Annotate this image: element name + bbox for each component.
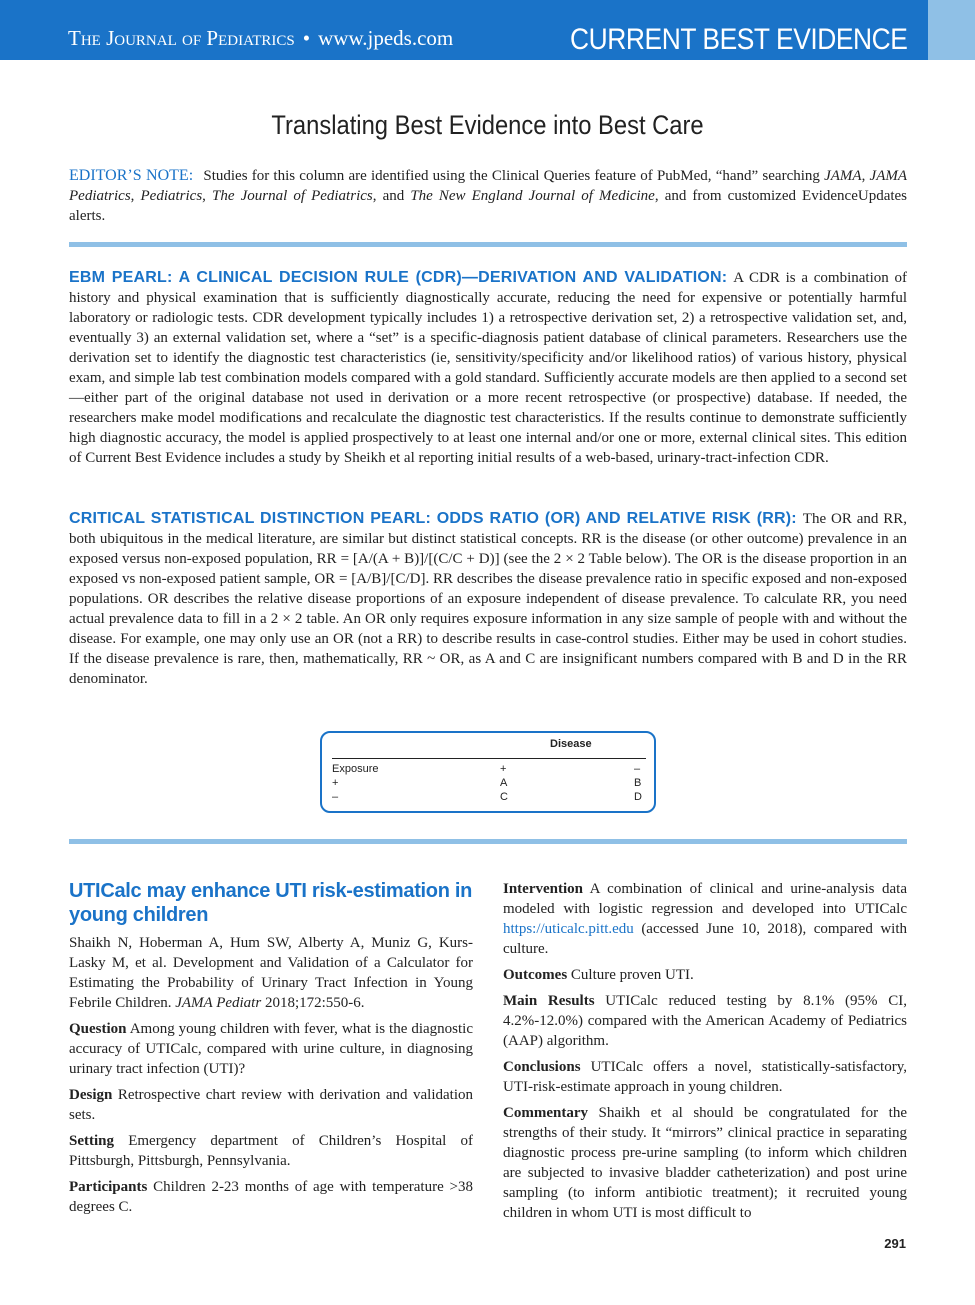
participants-text: Children 2-23 months of age with temperature >38 degrees C. <box>69 1179 473 1215</box>
citation-text: Shaikh N, Hoberman A, Hum SW, Alberty A, Muniz G, Kurs-Lasky M, et al. Development and Validation of a Calculator for Estimating the Probability of Urinary Tract Infection in Young Febrile Children. <box>69 935 473 1011</box>
setting-label: Setting <box>69 1133 114 1149</box>
editor-note-label: EDITOR’S NOTE: <box>69 167 194 184</box>
page-title: Translating Best Evidence into Best Care <box>271 110 704 140</box>
table-disease-header: Disease <box>550 738 592 750</box>
table-cell: C <box>500 791 508 803</box>
conclusions-text: UTICalc offers a novel, statistically-satisfactory, UTI-risk-estimate approach in young children. <box>503 1059 907 1095</box>
participants-section <box>69 1177 473 1217</box>
ebm-pearl-heading: EBM PEARL: A CLINICAL DECISION RULE (CDR)—DERIVATION AND VALIDATION: <box>69 269 728 286</box>
journal-website[interactable]: www.jpeds.com <box>318 26 454 50</box>
conclusions-label: Conclusions <box>503 1059 581 1075</box>
stat-pearl <box>69 509 907 689</box>
stat-pearl-body: The OR and RR, both ubiquitous in the medical literature, are similar but distinct statistical concepts. RR is the disease (or other outcome) prevalence in an exposed versus non-exposed population, RR = [A/(A + B)]/[(C/C + D)] (see the 2 × 2 Table below). The OR is the disease proportion in an exposed vs non-exposed patient sample, OR = [A/B]/[C/D]. RR describes the disease prevalence ratio in specific exposed and non-exposed populations. OR describes the relative disease proportions of an exposure independent of disease prevalence. To calculate RR, you need actual prevalence data to fill in a 2 × 2 table. An OR only requires exposure information in any size sample of people with and without the disease. For example, one may only use an OR (not a RR) to describe results in case-control studies. Either may be used in cohort studies. If the disease prevalence is rare, then, mathematically, RR ~ OR, as A and C are insignificant numbers compared with B and D in the RR denominator. <box>69 511 908 687</box>
citation-journal: JAMA Pediatr <box>175 995 262 1011</box>
design-section <box>69 1085 473 1125</box>
outcomes-label: Outcomes <box>503 967 568 983</box>
commentary-text: Shaikh et al should be congratulated for the strengths of their study. It “mirrors” clinical practice in separating diagnostic process pre-urine sampling (to inform which children are subjected to invasive bladder catheterization) and post urine sampling (to inform antibiotic treatment); it recruited young children in whom UTI is most difficult to <box>503 1105 907 1221</box>
outcomes-text: Culture proven UTI. <box>570 967 694 983</box>
table-cell: + <box>332 777 339 789</box>
question-label: Question <box>69 1021 127 1037</box>
design-text: Retrospective chart review with derivation and validation sets. <box>69 1087 473 1123</box>
table-col-plus: + <box>500 763 507 775</box>
uticalc-link[interactable]: https://uticalc.pitt.edu <box>503 921 634 937</box>
citation-end: 2018;172:550-6. <box>264 995 365 1011</box>
results-label: Main Results <box>503 993 595 1009</box>
article-right-column <box>503 879 907 1229</box>
question-section <box>69 1019 473 1079</box>
editor-note-text-end: and from customized EvidenceUpdates alerts. <box>69 188 908 224</box>
intervention-text: A combination of clinical and urine-analysis data modeled with logistic regression and developed into UTICalc <box>503 881 907 917</box>
table-rule <box>332 758 646 759</box>
outcomes-section <box>503 965 907 985</box>
participants-label: Participants <box>69 1179 148 1195</box>
section-label: CURRENT BEST EVIDENCE <box>569 23 907 56</box>
table-exposure-label: Exposure <box>332 763 379 775</box>
design-label: Design <box>69 1087 113 1103</box>
journal-name: The Journal of Pediatrics <box>68 26 295 50</box>
ebm-pearl-body: A CDR is a combination of history and physical examination that is sufficiently diagnostically accurate, reducing the need for expensive or potentially harmful laboratory or radiologic tests. CDR development typically includes 1) a retrospective derivation set, 2) a retrospective validation set, and, eventually 3) an external validation set, where a “set” is a specific-diagnosis patient database of clinical parameters. Researchers use the derivation set to identify the diagnostic test characteristics (ie, sensitivity/specificity and/or likelihood ratios) of various history, physical exam, and simple lab test combination models compared with a gold standard. Sufficiently accurate models are then applied to a second set—either part of the original database not used in derivation or a more recent retrospective (or prospective) database. If needed, the researchers make model modifications and recalculate the diagnostic test characteristics. If the results continue to demonstrate sufficiently high diagnostic accuracy, the model is applied prospectively to at least one internal and/or one or more, external clinical sites. This edition of Current Best Evidence includes a study by Sheikh et al reporting initial results of a web-based, urinary-tract-infection CDR. <box>69 270 907 466</box>
table-cell: D <box>634 791 642 803</box>
header-accent-block <box>928 0 975 60</box>
table-cell: A <box>500 777 508 789</box>
table-cell: B <box>634 777 642 789</box>
setting-section <box>69 1131 473 1171</box>
results-section <box>503 991 907 1051</box>
results-text: UTICalc reduced testing by 8.1% (95% CI, 4.2%-12.0%) compared with the American Academy of Pediatrics (AAP) algorithm. <box>503 993 907 1049</box>
commentary-section <box>503 1103 907 1223</box>
question-text: Among young children with fever, what is the diagnostic accuracy of UTICalc, compared with urine culture, in diagnosing urinary tract infection (UTI)? <box>69 1021 473 1077</box>
stat-pearl-heading: CRITICAL STATISTICAL DISTINCTION PEARL: ODDS RATIO (OR) AND RELATIVE RISK (RR): <box>69 510 797 527</box>
intervention-section <box>503 879 907 959</box>
journal-ref: The Journal of Pediatrics <box>212 188 373 204</box>
table-cell: – <box>332 791 339 803</box>
setting-text: Emergency department of Children’s Hospital of Pittsburgh, Pittsburgh, Pennsylvania. <box>69 1133 473 1169</box>
ebm-pearl <box>69 268 907 468</box>
conclusions-section <box>503 1057 907 1097</box>
editor-note-text: Studies for this column are identified using the Clinical Queries feature of PubMed, “hand” searching <box>203 168 820 184</box>
journal-ref: JAMA Pediatrics <box>69 168 908 204</box>
editor-note: EDITOR’S NOTE: Studies for this column are identified using the Clinical Queries feature of PubMed, “hand” searching JAMA, JAMA Pediatrics, Pediatrics, The Journal of Pediatrics, and The New England Journal of Medicine, and from customized EvidenceUpdates alerts. <box>69 167 908 224</box>
journal-name-line <box>68 26 453 51</box>
journal-ref: Pediatrics <box>140 188 203 204</box>
article-citation <box>69 933 473 1013</box>
divider <box>69 839 907 844</box>
journal-ref: JAMA <box>824 168 862 184</box>
article-left-column <box>69 879 473 1223</box>
header-separator: • <box>302 26 311 50</box>
table-col-minus: – <box>634 763 641 775</box>
article-title: UTICalc may enhance UTI risk-estimation in young children <box>69 880 473 926</box>
divider <box>69 242 907 247</box>
page-number: 291 <box>884 1236 906 1251</box>
commentary-label: Commentary <box>503 1105 588 1121</box>
two-by-two-table <box>320 731 656 813</box>
journal-ref: The New England Journal of Medicine <box>410 188 655 204</box>
intervention-text-end: (accessed June 10, 2018), compared with culture. <box>503 921 907 957</box>
intervention-label: Intervention <box>503 881 583 897</box>
